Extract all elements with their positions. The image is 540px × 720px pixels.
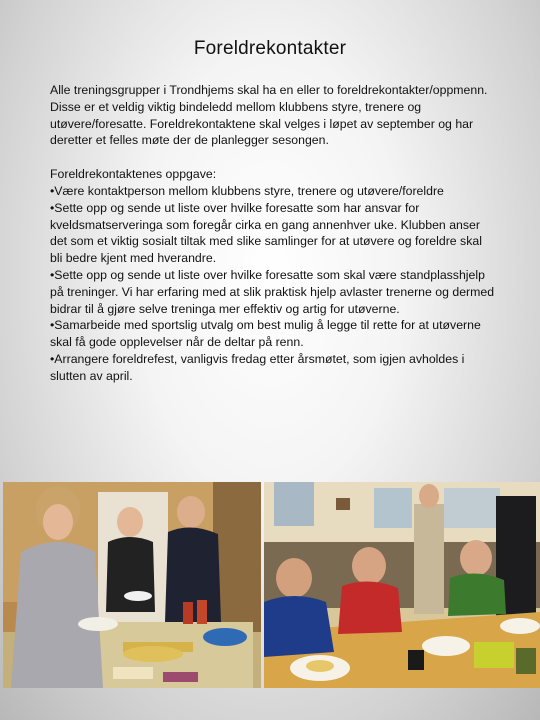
duty-item: •Arrangere foreldrefest, vanligvis fredag etter årsmøtet, som igjen avholdes i slutten av april.: [50, 351, 465, 383]
duty-item: •Være kontaktperson mellom klubbens styre, trenere og utøvere/foreldre: [50, 183, 444, 198]
kitchen-photo: [3, 482, 261, 688]
slide-body: [50, 82, 496, 385]
slide-title: Foreldrekontakter: [193, 38, 347, 59]
duty-item: •Samarbeide med sportslig utvalg om best mulig å legge til rette for at utøverne skal få gode opplevelser når de deltar på renn.: [50, 318, 481, 350]
intro-paragraph: Alle treningsgrupper i Trondhjems skal ha en eller to foreldrekontakter/oppmenn. Disse er et veldig viktig bindeledd mellom klubbens styre, trenere og utøvere/foresatte. Foreldrekontaktene skal velges i løpet av september og har deretter et felles møte der de planlegger sesongen.: [50, 83, 488, 148]
duty-item: •Sette opp og sende ut liste over hvilke foresatte som skal være standplasshjelp på treninger. Vi har erfaring med at slik praktisk hjelp avlaster trenerne og dermed bidrar til å gjøre selve treninga mer effektiv og artig for utøverne.: [50, 267, 495, 316]
duty-item: •Sette opp og sende ut liste over hvilke foresatte som har ansvar for kveldsmatserveringa som foregår cirka en gang annenhver uke. Klubben anser det som et viktig sosialt tiltak med slike samlinger for at utøvere og foreldre skal bli bedre kjent med hverandre.: [50, 200, 482, 266]
duties-heading: Foreldrekontaktenes oppgave:: [50, 167, 217, 182]
dining-photo: [264, 482, 540, 688]
